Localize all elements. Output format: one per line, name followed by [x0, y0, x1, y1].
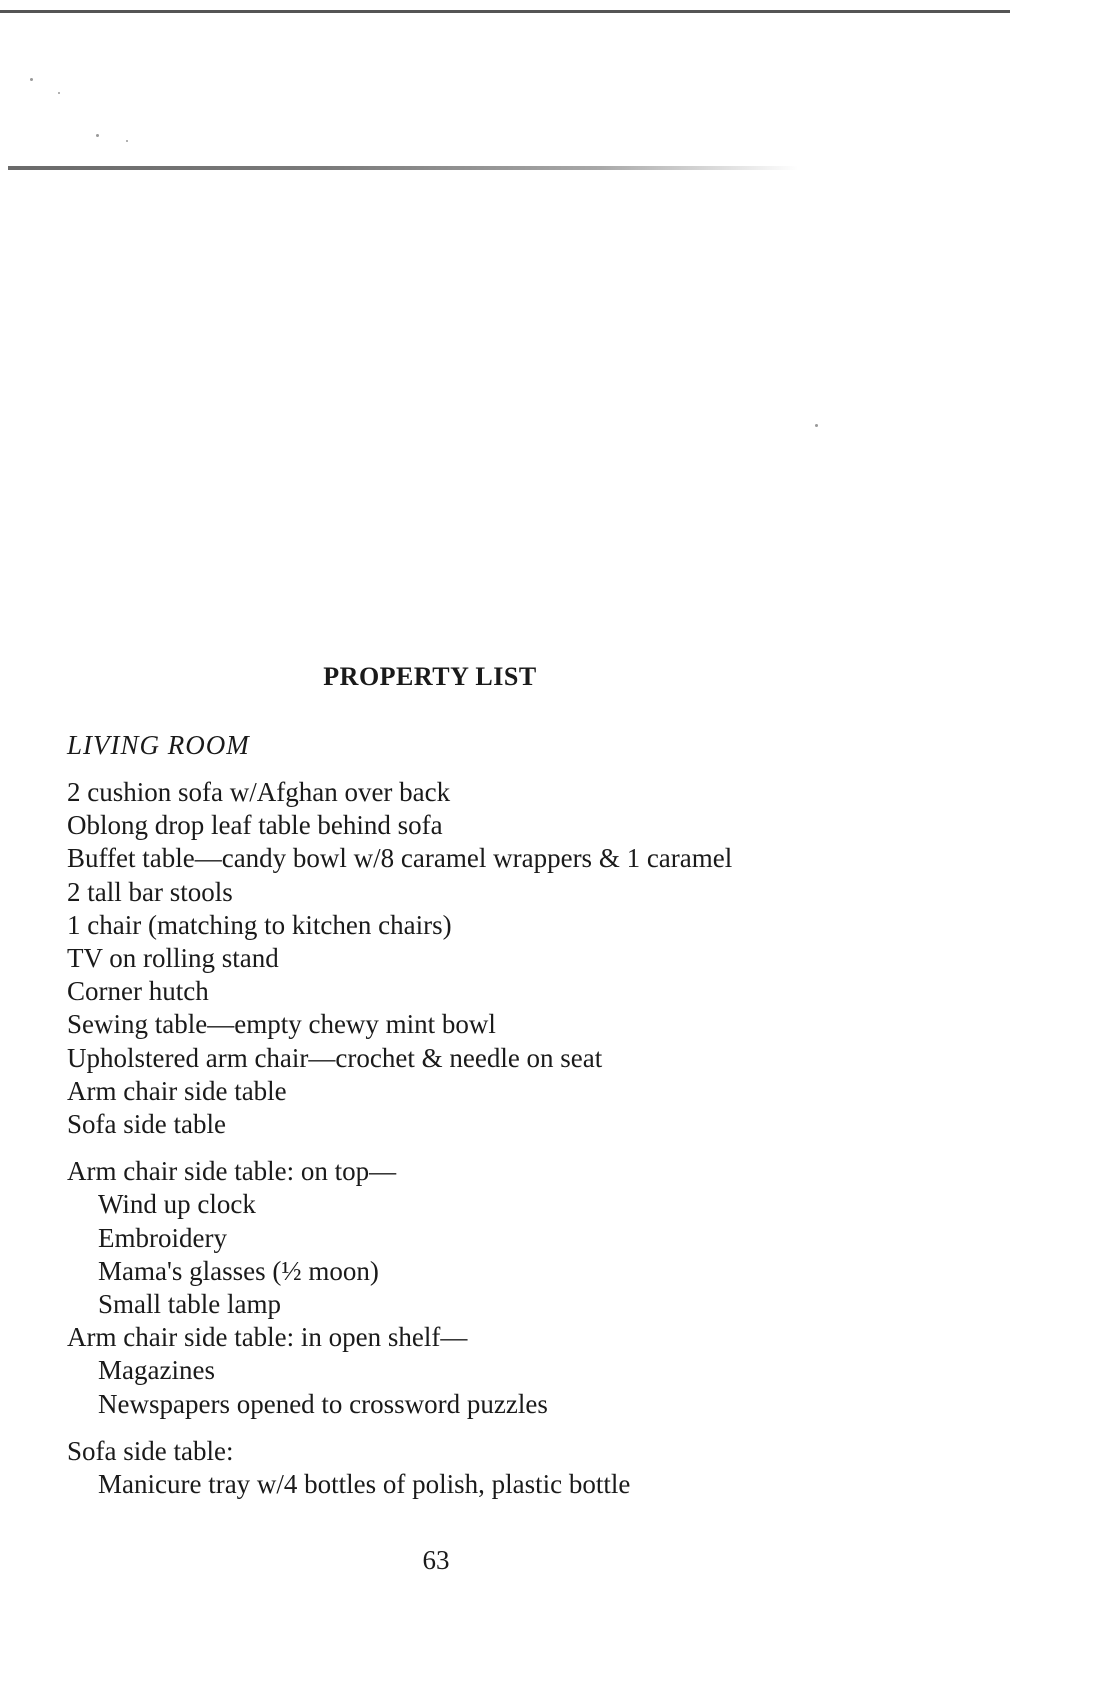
list-item: Oblong drop leaf table behind sofa — [67, 810, 443, 841]
scan-artifact-band — [8, 166, 798, 170]
list-item: TV on rolling stand — [67, 943, 279, 974]
list-item: Upholstered arm chair—crochet & needle on seat — [67, 1042, 603, 1073]
list-item: Sewing table—empty chewy mint bowl — [67, 1009, 496, 1040]
scan-speck — [58, 92, 60, 94]
list-item: Corner hutch — [67, 976, 209, 1007]
list-item: Mama's glasses (½ moon) — [98, 1255, 379, 1286]
list-item: Small table lamp — [98, 1289, 281, 1320]
top-rule — [0, 10, 1010, 13]
list-item: Arm chair side table — [67, 1075, 287, 1106]
scan-speck — [126, 140, 128, 142]
list-item: Buffet table—candy bowl w/8 caramel wrappers & 1 caramel — [67, 843, 733, 874]
scan-speck — [30, 78, 33, 81]
list-item: Wind up clock — [98, 1189, 256, 1220]
list-item: 2 tall bar stools — [67, 876, 233, 907]
list-item: Manicure tray w/4 bottles of polish, plastic bottle — [98, 1469, 631, 1500]
list-item: 2 cushion sofa w/Afghan over back — [67, 777, 451, 807]
page-number: 63 — [422, 1545, 450, 1575]
arm-chair-top-heading: Arm chair side table: on top— — [67, 1156, 397, 1187]
list-item: Newspapers opened to crossword puzzles — [98, 1388, 548, 1419]
list-item: 1 chair (matching to kitchen chairs) — [67, 909, 452, 940]
property-list — [67, 776, 732, 1501]
scan-speck — [815, 424, 818, 427]
scan-speck — [96, 134, 99, 137]
page-title: PROPERTY LIST — [323, 662, 537, 691]
section-heading: LIVING ROOM — [67, 730, 250, 760]
list-item: Embroidery — [98, 1222, 227, 1253]
list-item: Magazines — [98, 1355, 215, 1386]
list-item: Sofa side table — [67, 1109, 226, 1140]
arm-chair-shelf-heading: Arm chair side table: in open shelf— — [67, 1322, 468, 1353]
sofa-side-heading: Sofa side table: — [67, 1435, 234, 1466]
